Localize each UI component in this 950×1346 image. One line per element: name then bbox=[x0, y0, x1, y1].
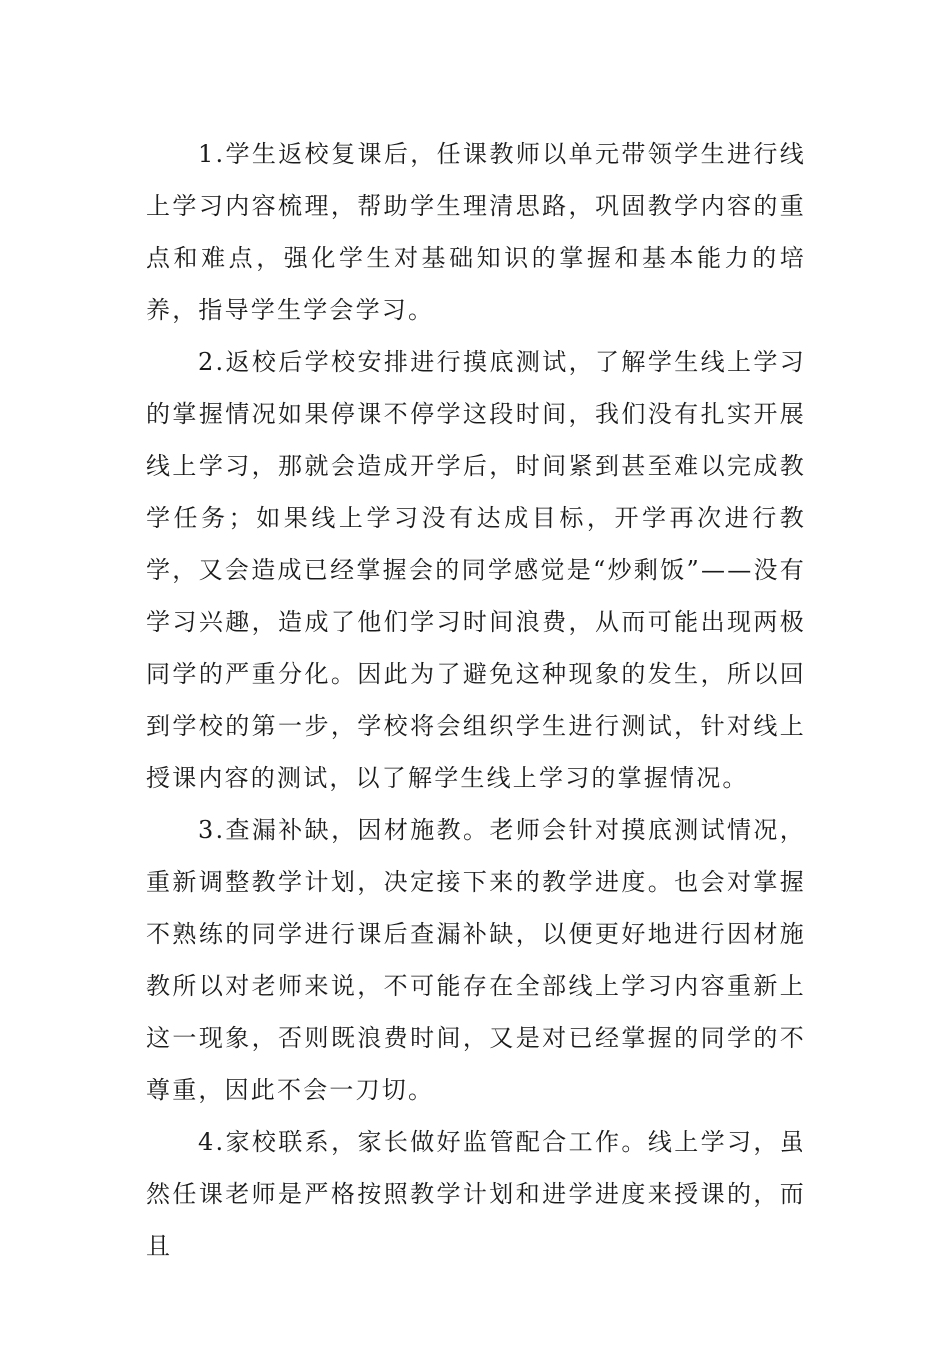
paragraph-3: 3.查漏补缺，因材施教。老师会针对摸底测试情况，重新调整教学计划，决定接下来的教学进度。也会对掌握不熟练的同学进行课后查漏补缺，以便更好地进行因材施教所以对老师来说，不可能存在全部线上学习内容重新上这一现象，否则既浪费时间，又是对已经掌握的同学的不尊重，因此不会一刀切。 bbox=[146, 816, 806, 1104]
paragraph-4: 4.家校联系，家长做好监管配合工作。线上学习，虽然任课老师是严格按照教学计划和进学进度来授课的，而且 bbox=[146, 1128, 806, 1260]
paragraph-2: 2.返校后学校安排进行摸底测试，了解学生线上学习的掌握情况如果停课不停学这段时间，我们没有扎实开展线上学习，那就会造成开学后，时间紧到甚至难以完成教学任务；如果线上学习没有达成目标，开学再次进行教学，又会造成已经掌握会的同学感觉是“炒剩饭”——没有学习兴趣，造成了他们学习时间浪费，从而可能出现两极同学的严重分化。因此为了避免这种现象的发生，所以回到学校的第一步，学校将会组织学生进行测试，针对线上授课内容的测试，以了解学生线上学习的掌握情况。 bbox=[146, 348, 806, 792]
paragraph-1: 1.学生返校复课后，任课教师以单元带领学生进行线上学习内容梳理，帮助学生理清思路，巩固教学内容的重点和难点，强化学生对基础知识的掌握和基本能力的培养，指导学生学会学习。 bbox=[146, 140, 806, 324]
document-body bbox=[146, 128, 806, 1272]
